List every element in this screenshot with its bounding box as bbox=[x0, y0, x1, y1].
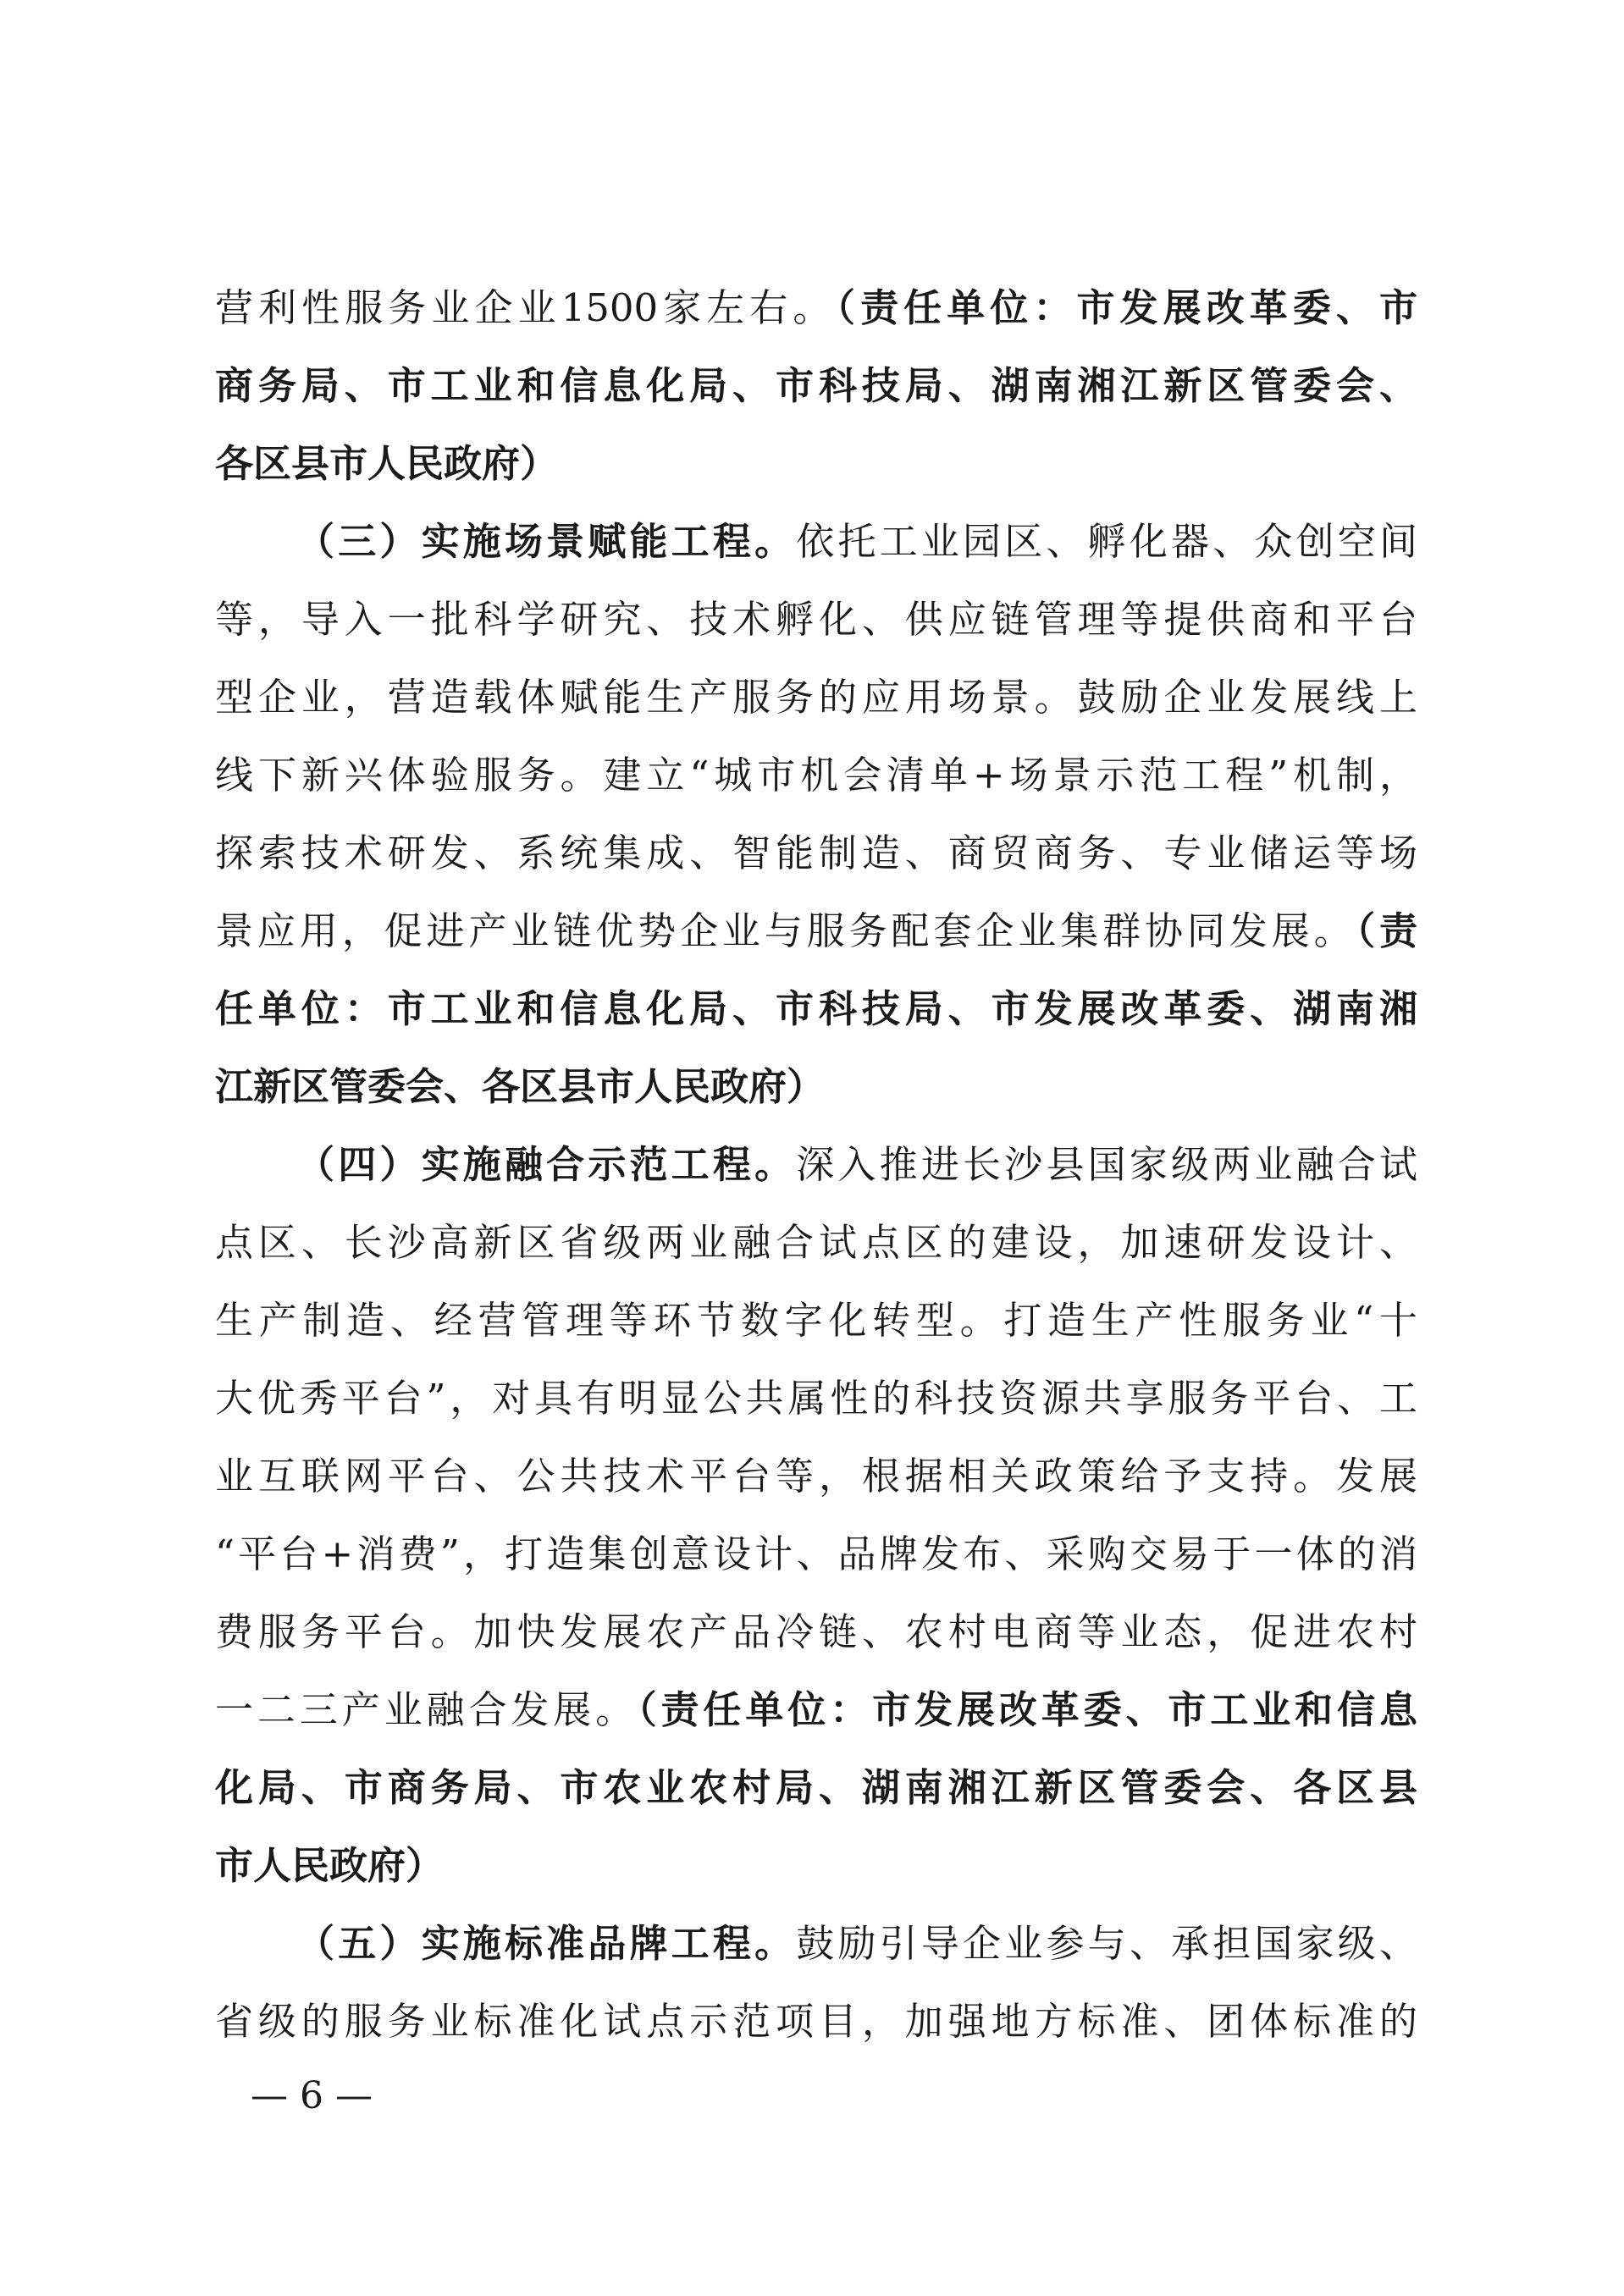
text-line: 各区县市人民政府） bbox=[215, 441, 559, 486]
text-line: 生产制造、经营管理等环节数字化转型。打造生产性服务业“十 bbox=[215, 1298, 1417, 1343]
section-heading-5: （五）实施标准品牌工程。鼓励引导企业参与、承担国家级、 bbox=[296, 1921, 1417, 1966]
text-line: “平台+消费”，打造集创意设计、品牌发布、采购交易于一体的消 bbox=[215, 1532, 1417, 1576]
text-line: 点区、长沙高新区省级两业融合试点区的建设，加速研发设计、 bbox=[215, 1220, 1417, 1265]
text-line: 费服务平台。加快发展农产品冷链、农村电商等业态，促进农村 bbox=[215, 1609, 1417, 1654]
text-line: 营利性服务业企业1500家左右。（责任单位：市发展改革委、市 bbox=[215, 285, 1417, 330]
text-line: 市人民政府） bbox=[215, 1843, 445, 1888]
text-line: 省级的服务业标准化试点示范项目，加强地方标准、团体标准的 bbox=[215, 1999, 1417, 2044]
text-line: 型企业，营造载体赋能生产服务的应用场景。鼓励企业发展线上 bbox=[215, 675, 1417, 720]
text-line: 一二三产业融合发展。（责任单位：市发展改革委、市工业和信息 bbox=[215, 1687, 1417, 1732]
text-line: 探索技术研发、系统集成、智能制造、商贸商务、专业储运等场 bbox=[215, 831, 1417, 875]
text-line: 商务局、市工业和信息化局、市科技局、湖南湘江新区管委会、 bbox=[215, 363, 1417, 408]
text-line: 江新区管委会、各区县市人民政府） bbox=[215, 1064, 826, 1109]
text-line: 等，导入一批科学研究、技术孵化、供应链管理等提供商和平台 bbox=[215, 597, 1417, 642]
text-line: 业互联网平台、公共技术平台等，根据相关政策给予支持。发展 bbox=[215, 1454, 1417, 1498]
section-heading-4: （四）实施融合示范工程。深入推进长沙县国家级两业融合试 bbox=[296, 1142, 1417, 1187]
text-line: 景应用，促进产业链优势企业与服务配套企业集群协同发展。（责 bbox=[215, 908, 1417, 953]
body-text bbox=[215, 269, 1417, 2061]
text-line: 线下新兴体验服务。建立“城市机会清单+场景示范工程”机制， bbox=[215, 753, 1417, 798]
text-line: 大优秀平台”，对具有明显公共属性的科技资源共享服务平台、工 bbox=[215, 1376, 1417, 1421]
page-number: — 6 — bbox=[251, 2074, 373, 2117]
section-heading-3: （三）实施场景赋能工程。依托工业园区、孵化器、众创空间 bbox=[296, 519, 1417, 564]
text-line: 任单位：市工业和信息化局、市科技局、市发展改革委、湖南湘 bbox=[215, 986, 1417, 1031]
text-line: 化局、市商务局、市农业农村局、湖南湘江新区管委会、各区县 bbox=[215, 1765, 1417, 1810]
